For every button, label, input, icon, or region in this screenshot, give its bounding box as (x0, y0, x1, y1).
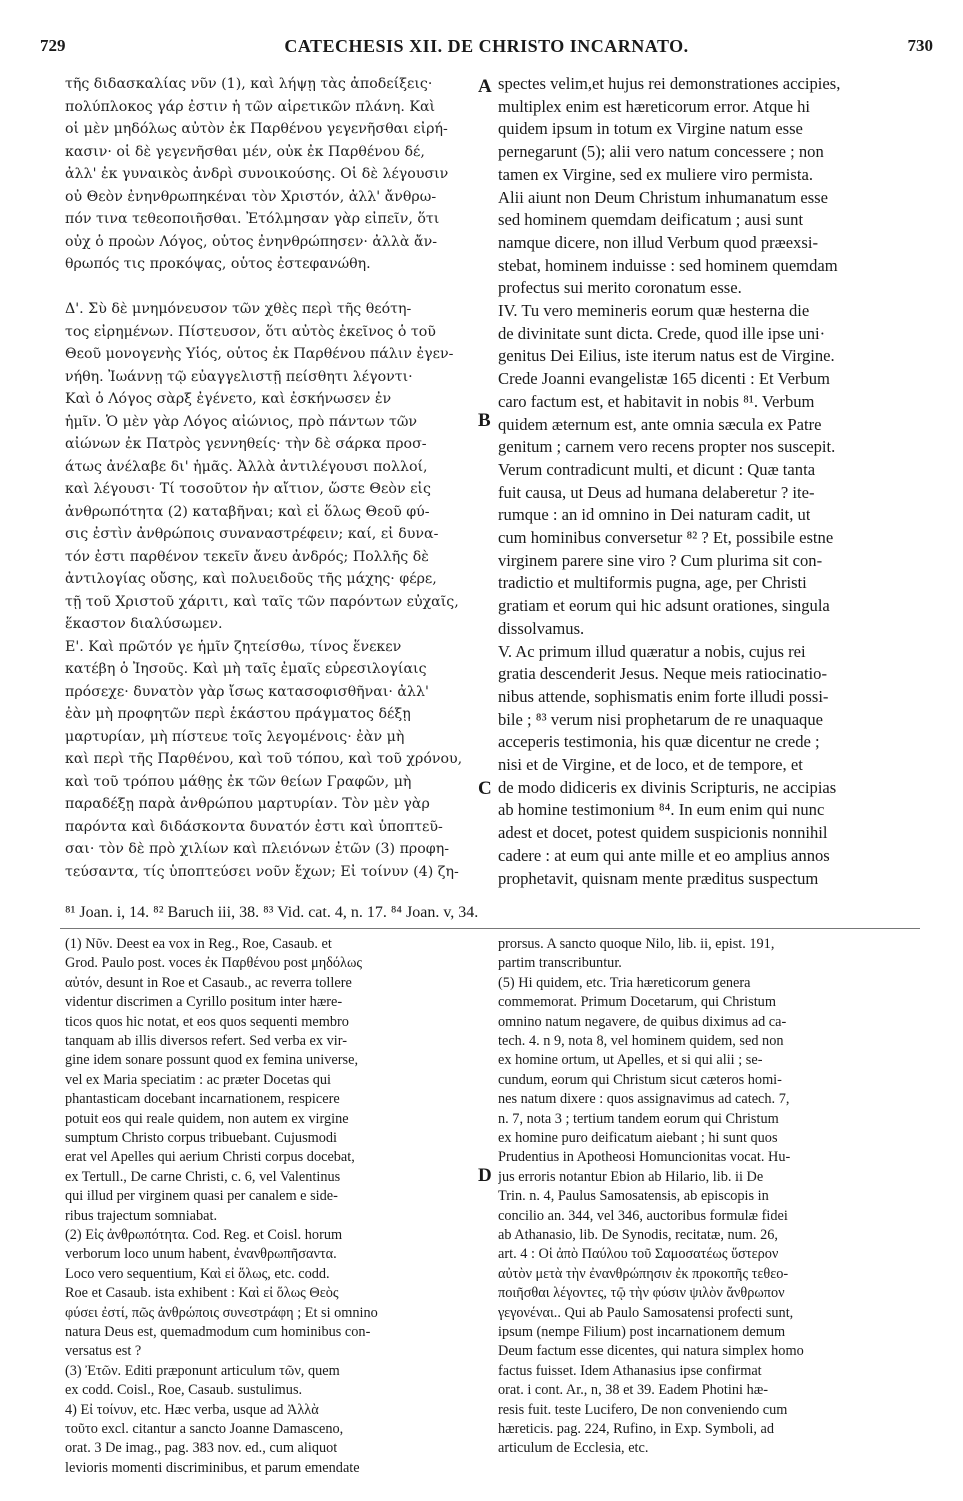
latin-text-line: de modo didiceris ex divinis Scripturis, ne accipias (498, 777, 837, 797)
note-left-line: potuit eos qui reale quidem, non autem ex virgine (65, 1110, 349, 1127)
latin-text-line: fuit causa, ut Deus ad humana delaberetur ? ite- (498, 482, 815, 502)
greek-text-line: τος εἰρημένων. Πίστευσον, ὅτι αὐτὸς ἐκεῖνος ὁ τοῦ (65, 323, 436, 340)
latin-text-line: multiplex enim est hæreticorum error. Atque hi (498, 96, 810, 116)
note-left-line: vel ex Maria speciatim : ac præter Docetas qui (65, 1071, 331, 1088)
note-left-line: natura Deus est, quemadmodum cum hominibus con- (65, 1324, 371, 1340)
greek-text-line: νήθη. Ἰωάννῃ τῷ εὐαγγελιστῇ πείσθητι λέγοντι· (65, 368, 413, 385)
latin-text-line: rumque : an id omnino in Dei naturam cadit, ut (498, 505, 811, 525)
latin-text-line: adest et docet, potest quidem suspicionis nonnihil (498, 823, 828, 843)
latin-text-line: quidem æternum est, ante omnia sæcula ex Patre (498, 414, 822, 434)
note-left-line: qui illud per virginem quasi per canalem e side- (65, 1188, 338, 1205)
note-right-line: Prudentius in Apotheosi Homuncionitas vocat. Hu- (498, 1149, 791, 1166)
note-left-line: (1) Νῦν. Deest ea vox in Reg., Roe, Casaub. et (65, 936, 332, 952)
note-left-line: phantasticam docebant incarnationem, respicere (65, 1091, 340, 1108)
latin-text-line: cadere : at eum qui ante mille et eo amplius annos (498, 845, 830, 865)
greek-text-line: καὶ λέγουσι· Τί τοσοῦτον ἦν αἴτιον, ὥστε Θεὸν εἰς (65, 481, 431, 497)
latin-text-line: V. Ac primum illud quæratur a nobis, cujus rei (498, 641, 806, 661)
note-right-line: ποιῆσθαι λέγοντες, τῷ τὴν φύσιν ψιλὸν ἄνθρωπον (498, 1285, 785, 1302)
note-right-line: resis fuit. teste Lucifero, De non conveniendo cum (498, 1401, 788, 1418)
note-right-line: jus erroris notantur Ebion ab Hilario, lib. ii De (498, 1168, 764, 1185)
latin-text-line: caro factum est, et habitavit in nobis ⁸¹. Verbum (498, 391, 815, 411)
note-right-line: factus fuisset. Idem Athanasius ipse confirmat (498, 1362, 762, 1379)
note-right-line: concilio an. 344, vel 346, auctoribus formulæ fidei (498, 1207, 788, 1224)
note-left-line: Loco vero sequentium, Καὶ εἰ ὅλως, etc. codd. (65, 1265, 330, 1282)
greek-text-line: άτως ἀνέλαβε δι' ἡμᾶς. Ἀλλὰ ἀντιλέγουσι πολλοί, (65, 458, 428, 475)
note-left-line: sumptum Christo corpus tribuebant. Cujusmodi (65, 1130, 338, 1146)
latin-text-line: genitum ; carnem vero recens propter nos suscepit. (498, 437, 836, 457)
note-left-line: tanquam ab illis diversos refert. Sed verba ex vir- (65, 1033, 347, 1049)
scripture-references: ⁸¹ Joan. i, 14. ⁸² Baruch iii, 38. ⁸³ Vid. cat. 4, n. 17. ⁸⁴ Joan. v, 34. (65, 904, 479, 921)
margin-letter-b: B (478, 410, 491, 431)
note-right-line: αὐτὸν μετὰ τὴν ἐνανθρώπησιν ἐκ προκοπῆς τεθεο- (498, 1265, 789, 1282)
greek-main-column (65, 76, 477, 896)
note-left-line: τοῦτο excl. citantur a sancto Joanne Damasceno, (65, 1421, 344, 1437)
greek-text-line: ἀνθρωπότητα (2) καταβῆναι; καὶ εἰ ὅλως Θεοῦ φύ- (65, 503, 430, 520)
note-right-line: Trin. n. 4, Paulus Samosatensis, ab episcopis in (498, 1188, 769, 1205)
note-right-line: ex homine puro deificatum aiebant ; hi sunt quos (498, 1130, 778, 1146)
note-right-line: ab Athanasio, lib. De Synodis, recitatæ, num. 26, (498, 1227, 778, 1243)
greek-text-line: Καὶ ὁ Λόγος σὰρξ ἐγένετο, καὶ ἐσκήνωσεν ἐν (65, 391, 392, 407)
right-page-number: 730 (907, 36, 933, 55)
note-right-line: omnino natum negavere, de quibus diximus ad ca- (498, 1013, 787, 1030)
latin-text-line: dissolvamus. (498, 618, 585, 638)
latin-text-line: spectes velim,et hujus rei demonstrationes accipies, (498, 74, 841, 93)
note-left-line: Roe et Casaub. ista exhibent : Καὶ εἰ ὅλως Θεὸς (65, 1285, 339, 1302)
greek-text-line: κασιν· οἱ δὲ γεγενῆσθαι μέν, οὐκ ἐκ Παρθένου δέ, (65, 143, 425, 160)
margin-letter-a: A (478, 76, 492, 97)
latin-text-line: prophetavit, quisnam mente præditus suspectum (498, 868, 819, 888)
latin-text-line: Alii aiunt non Deum Christum inhumanatum esse (498, 187, 828, 207)
note-right-line: (5) Hi quidem, etc. Tria hæreticorum genera (498, 974, 751, 991)
running-title: CATECHESIS XII. DE CHRISTO INCARNATO. (284, 36, 689, 56)
greek-text-line: σις ἐστὶν ἀνθρώποις συναναστρέφειν; καί, εἰ δυνα- (65, 526, 439, 542)
note-left-line: αὐτόν, desunt in Roe et Casaub., ac reverra tollere (65, 974, 352, 991)
notes-left-column (65, 936, 483, 1501)
greek-text-line: οἱ μὲν μηδόλως αὐτὸν ἐκ Παρθένου γεγενῆσθαι εἰρή- (65, 121, 448, 137)
latin-text-line: Crede Joanni evangelistæ 165 dicenti : Et Verbum (498, 369, 830, 389)
note-right-line: ex homine ortum, ut Apelles, et si qui alii ; se- (498, 1052, 763, 1069)
note-left-line: ex Tertull., De carne Christi, c. 6, vel Valentinus (65, 1168, 341, 1185)
latin-text-line: gratiam et eorum qui hic adsunt orationes, singula (498, 596, 830, 616)
greek-text-line: κατέβη ὁ Ἰησοῦς. Καὶ μὴ ταῖς ἐμαῖς εὑρεσιλογίαις (65, 661, 427, 677)
greek-text-line: θρωπός τις προκόψας, οὗτος ἐστεφανώθη. (65, 256, 371, 272)
greek-text-line: τεύσαντα, τίς ὑποπτεύσει νοῦν ἔχων; Εἰ τοίνυν (4) ζη- (65, 863, 459, 880)
note-right-line: partim transcribuntur. (498, 955, 622, 972)
note-right-line: art. 4 : Οἱ ἀπὸ Παύλου τοῦ Σαμοσατέως ὕστερον (498, 1246, 779, 1263)
note-left-line: verborum loco unum habent, ἐνανθρωπῆσαντα. (65, 1246, 337, 1263)
greek-text-line: τῆς διδασκαλίας νῦν (1), καὶ λήψῃ τὰς ἀποδείξεις· (65, 76, 433, 92)
latin-text-line: acceperis testimonia, his quæ dicentur ne crede ; (498, 732, 820, 752)
note-right-line: γεγονέναι.. Qui ab Paulo Samosatensi profecti sunt, (498, 1304, 794, 1321)
greek-text-line: οὐχ ὁ προὼν Λόγος, οὗτος ἐνηνθρώπησεν· ἀλλὰ ἄν- (65, 233, 437, 250)
note-left-line: ribus trajectum somniabat. (65, 1207, 218, 1224)
note-right-line: prorsus. A sancto quoque Nilo, lib. ii, epist. 191, (498, 936, 775, 952)
latin-text-line: nisi et de Virgine, et de loco, et de tempore, et (498, 755, 803, 774)
note-right-line: n. 7, nota 3 ; tertium tandem eorum qui Christum (498, 1110, 779, 1127)
latin-text-line: gratia descenderit Jesus. Neque meis ratiocinatio- (498, 664, 827, 684)
margin-letter-c: C (478, 778, 492, 799)
greek-text-line: παραδέξῃ παρὰ ἀνθρώπου μαρτυρίαν. Τὸν μὲν γὰρ (65, 796, 430, 812)
latin-text-line: nibus attende, sophismatis enim forte illudi possi- (498, 686, 829, 706)
greek-text-line: ἀλλ' ἐκ γυναικὸς ἀνδρὶ συνοικούσης. Οἱ δὲ λέγουσιν (65, 166, 449, 182)
note-left-line: erat vel Apelles qui aerium Christi corpus docebat, (65, 1149, 355, 1166)
note-left-line: gine idem sonare possunt quod ex femina universe, (65, 1052, 359, 1069)
greek-text-line: πρόσεχε· δυνατὸν γὰρ ἴσως κατασοφισθῆναι· ἀλλ' (65, 683, 429, 700)
greek-text-line: μαρτυρίαν, μὴ πίστευε τοῖς λεγομένοις· ἐὰν μὴ (65, 728, 405, 745)
latin-text-line: profectus sui merito coronatum esse. (498, 278, 742, 298)
note-left-line: versatus est ? (65, 1343, 142, 1360)
note-left-line: (2) Εἰς ἀνθρωπότητα. Cod. Reg. et Coisl. horum (65, 1227, 343, 1243)
latin-main-column (498, 74, 928, 904)
left-page-number: 729 (40, 36, 66, 55)
latin-text-line: quidem ipsum in totum ex Virgine natum esse (498, 119, 803, 139)
note-right-line: orat. i cont. Ar., n, 38 et 39. Eadem Photini hæ- (498, 1382, 769, 1399)
greek-text-line: αἰώνων ἐκ Πατρὸς γεννηθείς· τὴν δὲ σάρκα προσ- (65, 436, 427, 452)
footnote-rule (60, 928, 920, 929)
greek-text-line: καὶ τοῦ τρόπου μάθῃς ἐκ τῶν θείων Γραφῶν, μὴ (65, 773, 412, 790)
notes-right-column (498, 936, 928, 1457)
note-left-line: φύσει ἐστί, πῶς ἀνθρώποις συνεστράφη ; Et si omnino (65, 1304, 378, 1321)
latin-text-line: stebat, hominem induisse : sed hominem quemdam (498, 255, 838, 275)
latin-text-line: tradictio et multiformis pugna, age, per Christi (498, 573, 807, 593)
greek-text-line: τῇ τοῦ Χριστοῦ χάριτι, καὶ ταῖς τῶν παρόντων εὐχαῖς, (65, 593, 459, 610)
greek-text-line: πολύπλοκος γάρ ἐστιν ἡ τῶν αἱρετικῶν πλάνη. Καὶ (65, 98, 436, 115)
note-right-line: articulum de Ecclesia, etc. (498, 1440, 649, 1457)
greek-text-line: ἕκαστον διαλύσωμεν. (65, 616, 223, 632)
greek-text-line: ἡμῖν. Ὁ μὲν γὰρ Λόγος αἰώνιος, πρὸ πάντων τῶν (65, 413, 418, 430)
note-left-line: 4) Εἰ τοίνυν, etc. Hæc verba, usque ad Ἀλλὰ (65, 1401, 319, 1418)
note-right-line: tech. 4. n 9, nota 8, vel hominem quidem, sed non (498, 1033, 784, 1049)
note-left-line: levioris momenti discriminibus, et parum emendate (65, 1459, 360, 1476)
latin-text-line: IV. Tu vero memineris eorum quæ hesterna die (498, 301, 810, 320)
greek-text-line: οὐ Θεὸν ἐνηνθρωπηκέναι τὸν Χριστόν, ἀλλ' ἄνθρω- (65, 188, 437, 205)
latin-text-line: ab homine testimonium ⁸⁴. In eum enim qui nunc (498, 800, 825, 820)
note-right-line: commemorat. Primum Docetarum, qui Christum (498, 994, 776, 1011)
note-left-line: Grod. Paulo post. voces ἐκ Παρθένου post μηδόλως (65, 955, 363, 972)
latin-text-line: Verum contradicunt multi, et dicunt : Quæ tanta (498, 459, 816, 479)
greek-text-line: Θεοῦ μονογενὴς Υἱός, οὗτος ἐκ Παρθένου πάλιν ἐγεν- (65, 346, 454, 362)
latin-text-line: sed hominem quemdam deificatum ; ausi sunt (498, 210, 804, 230)
latin-text-line: tamen ex Virgine, sed ex muliere viro permista. (498, 164, 813, 184)
latin-text-line: de divinitate sunt dicta. Crede, quod ille ipse uni· (498, 323, 826, 343)
greek-text-line: ἐὰν μὴ προφητῶν περὶ ἑκάστου πράγματος δέξῃ (65, 706, 411, 722)
latin-text-line: bile ; ⁸³ verum nisi prophetarum de re unaquaque (498, 709, 824, 729)
note-right-line: cundum, eorum qui Christum sicut cæteros homi- (498, 1071, 782, 1088)
latin-text-line: cum hominibus conversetur ⁸² ? Et, possibile estne (498, 528, 834, 547)
note-left-line: videntur discrimen a Cyrillo positum inter hære- (65, 994, 343, 1011)
latin-text-line: virginem parere sine viro ? Cum plurima sit con- (498, 550, 823, 570)
running-header (40, 36, 933, 62)
greek-text-line: ἀντιλογίας οὔσης, καὶ πολυειδοῦς τῆς μάχης· φέρε, (65, 571, 437, 587)
greek-text-line: Δ'. Σὺ δὲ μνημόνευσον τῶν χθὲς περὶ τῆς θεότη- (65, 301, 412, 317)
note-left-line: orat. 3 De imag., pag. 383 nov. ed., cum aliquot (65, 1440, 338, 1457)
note-right-line: Deum factum esse dicentes, qui natura simplex homo (498, 1343, 804, 1360)
note-left-line: (3) Ἐτῶν. Editi præponunt articulum τῶν, quem (65, 1362, 340, 1379)
note-right-line: ipsum (nempe Filium) post incarnationem demum (498, 1324, 786, 1340)
latin-text-line: pernegarunt (5); alii vero natum concessere ; non (498, 142, 824, 162)
latin-text-line: namque dicere, non illud Verbum quod præexsi- (498, 232, 818, 252)
greek-text-line: παρόντα καὶ διδάσκοντα δυνατόν ἐστι καὶ ὑποπτεῦ- (65, 818, 443, 835)
note-left-line: ex codd. Coisl., Roe, Casaub. sustulimus. (65, 1382, 303, 1399)
greek-text-line: σαι· τὸν δὲ πρὸ χιλίων καὶ πλειόνων ἐτῶν (3) προφη- (65, 841, 449, 857)
greek-text-line: πόν τινα τεθεοποιῆσθαι. Ἐτόλμησαν γὰρ εἰπεῖν, ὅτι (65, 211, 440, 227)
greek-text-line: καὶ περὶ τῆς Παρθένου, καὶ τοῦ τόπου, καὶ τοῦ χρόνου, (65, 751, 463, 767)
latin-text-line: genitus Dei Eilius, iste iterum natus est de Virgine. (498, 346, 835, 366)
greek-text-line: τόν ἐστι παρθένον τεκεῖν ἄνευ ἀνδρός; Πολλῆς δὲ (65, 548, 429, 565)
note-right-line: hæreticis. pag. 224, Rufino, in Exp. Symboli, ad (498, 1421, 774, 1437)
margin-letter-d: D (478, 1165, 492, 1186)
greek-text-line: Ε'. Καὶ πρῶτόν γε ἡμῖν ζητείσθω, τίνος ἕνεκεν (65, 638, 402, 655)
note-left-line: ticos quos hic notat, et eos quos sequenti membro (65, 1013, 349, 1030)
note-right-line: nes natum dixere : quos assignavimus ad catech. 7, (498, 1091, 790, 1108)
